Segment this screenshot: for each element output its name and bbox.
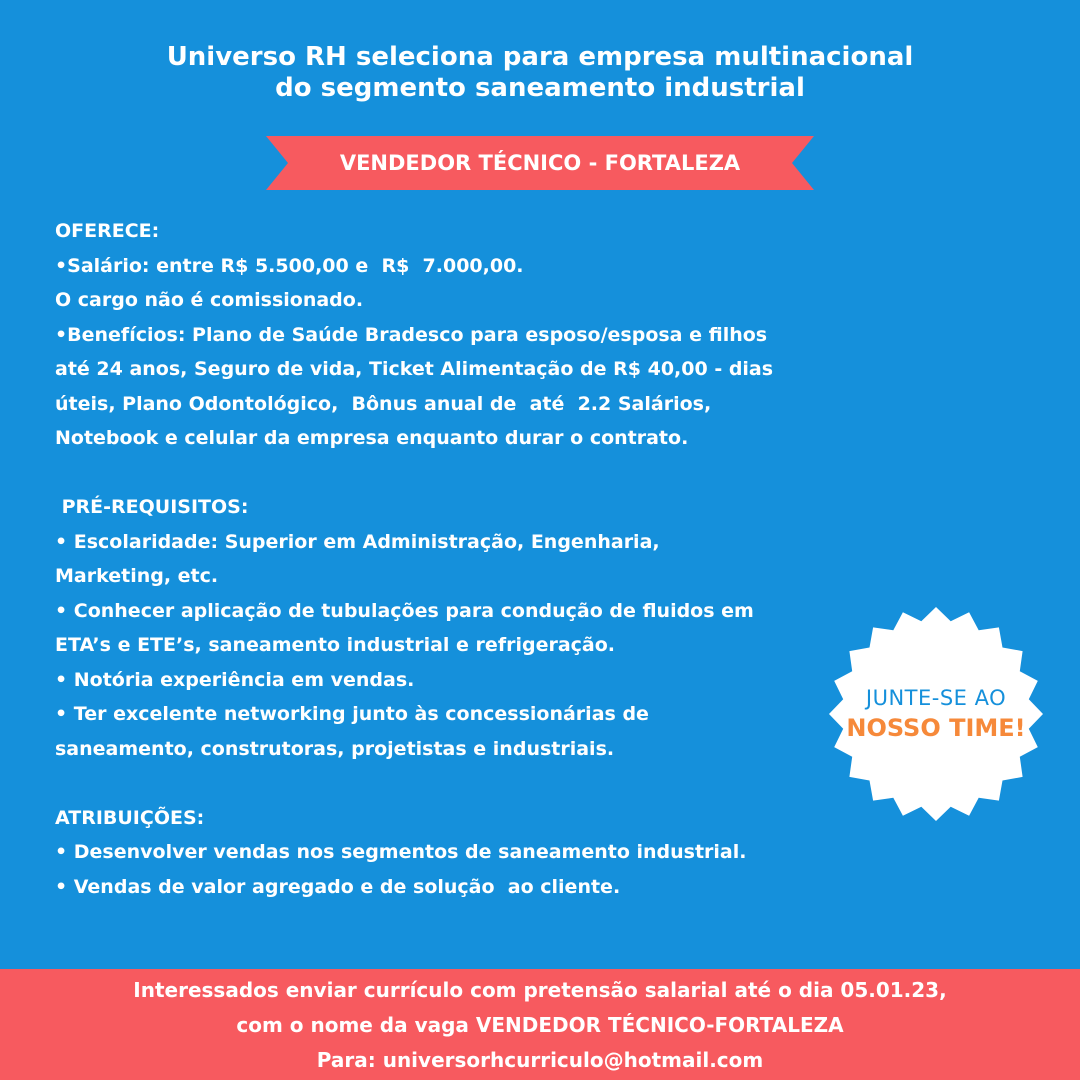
requirements-title: PRÉ-REQUISITOS: [55,496,249,518]
offers-line: O cargo não é comissionado. [55,289,364,311]
duties-section [55,801,855,905]
offers-title: OFERECE: [55,220,160,242]
requirements-line: ETA’s e ETE’s, saneamento industrial e refrigeração. [55,634,615,656]
badge-line-1: JUNTE-SE AO [865,686,1007,710]
requirements-line: • Conhecer aplicação de tubulações para condução de fluidos em [55,599,754,622]
offers-line: até 24 anos, Seguro de vida, Ticket Alimentação de R$ 40,00 - dias [55,358,774,380]
offers-line: •Benefícios: Plano de Saúde Bradesco para esposo/esposa e filhos [55,323,768,346]
job-description [55,214,855,904]
job-title: VENDEDOR TÉCNICO - FORTALEZA [339,151,741,175]
requirements-line: Marketing, etc. [55,565,219,587]
duties-title: ATRIBUIÇÕES: [55,806,205,829]
footer-line-1: Interessados enviar currículo com pretensão salarial até o dia 05.01.23, [133,978,947,1002]
requirements-line: • Ter excelente networking junto às concessionárias de [55,703,649,725]
offers-line: Notebook e celular da empresa enquanto durar o contrato. [55,427,689,449]
offers-section [55,214,855,456]
footer-line-2: com o nome da vaga VENDEDOR TÉCNICO-FORTALEZA [236,1013,844,1037]
join-team-badge [828,606,1044,822]
badge-line-2: NOSSO TIME! [846,714,1026,742]
offers-line: úteis, Plano Odontológico, Bônus anual de até 2.2 Salários, [55,392,712,415]
duties-line: • Desenvolver vendas nos segmentos de saneamento industrial. [55,841,747,863]
page-header [0,42,1080,104]
duties-line: • Vendas de valor agregado e de solução ao cliente. [55,875,621,898]
footer-email-line: Para: universorhcurriculo@hotmail.com [316,1048,764,1072]
requirements-section [55,490,855,766]
header-line-2: do segmento saneamento industrial [275,73,805,103]
requirements-line: saneamento, construtoras, projetistas e industriais. [55,737,615,760]
requirements-line: • Notória experiência em vendas. [55,668,415,691]
job-title-ribbon [266,136,814,190]
footer-banner [0,969,1080,1080]
header-line-1: Universo RH seleciona para empresa multinacional [166,42,914,72]
offers-line: •Salário: entre R$ 5.500,00 e R$ 7.000,00. [55,254,524,277]
requirements-line: • Escolaridade: Superior em Administração, Engenharia, [55,530,660,553]
